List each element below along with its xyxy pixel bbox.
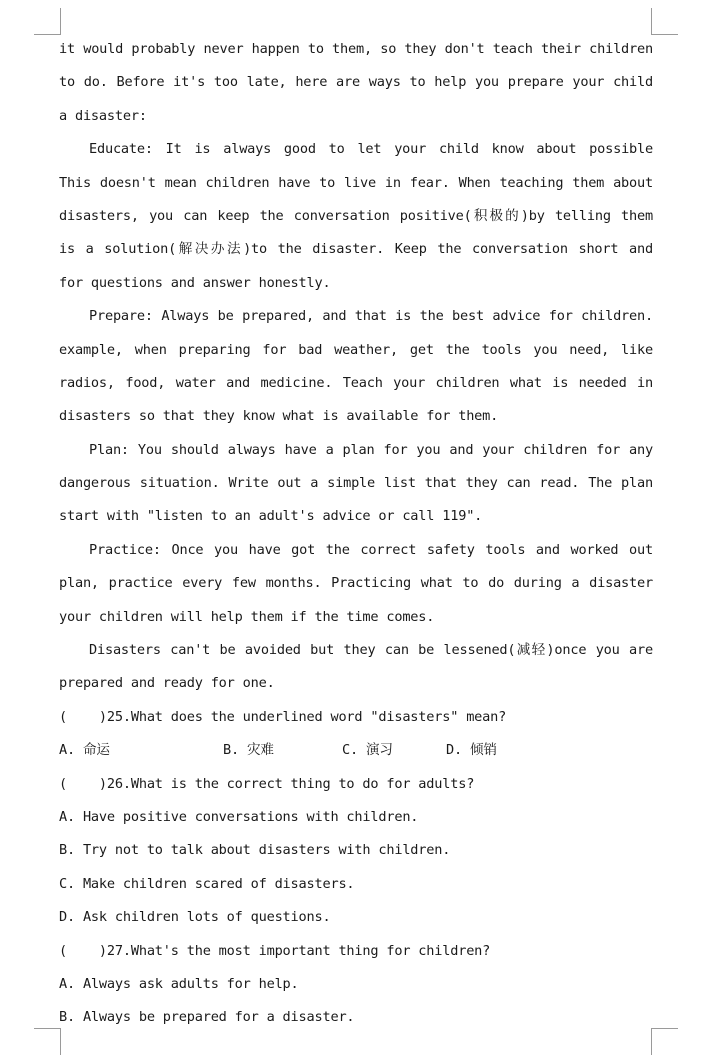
text-line: is a solution(解决办法)to the disaster. Keep the conversation short and	[59, 241, 653, 258]
text-line: Practice: Once you have got the correct safety tools and worked out	[89, 541, 653, 558]
option-a: A. 命运	[59, 742, 110, 759]
option-d: D. Ask children lots of questions.	[59, 909, 331, 926]
option-b: B. Always be prepared for a disaster.	[59, 1009, 355, 1026]
option-a: A. Have positive conversations with children.	[59, 808, 419, 825]
option-b: B. Try not to talk about disasters with children.	[59, 842, 451, 859]
closing-paragraph	[59, 634, 653, 701]
text-line: This doesn't mean children have to live in fear. When teaching them about	[59, 174, 653, 191]
question-26	[59, 768, 653, 935]
question-stem: ( )27.What's the most important thing for children?	[59, 942, 491, 959]
text-line: disasters so that they know what is available for them.	[59, 408, 499, 425]
text-line: prepared and ready for one.	[59, 675, 275, 692]
crop-mark-bottom-left	[34, 1028, 61, 1055]
text-line: Disasters can't be avoided but they can be lessened(减轻)once you are	[89, 642, 653, 659]
text-line: to do. Before it's too late, here are ways to help you prepare your child	[59, 74, 653, 91]
text-line: plan, practice every few months. Practicing what to do during a disaster	[59, 575, 653, 592]
text-line: dangerous situation. Write out a simple list that they can read. The plan	[59, 475, 653, 492]
text-line: your children will help them if the time comes.	[59, 608, 435, 625]
crop-mark-top-left	[34, 8, 61, 35]
text-line: a disaster:	[59, 107, 147, 124]
practice-paragraph	[59, 534, 653, 634]
text-line: Plan: You should always have a plan for you and your children for any	[89, 441, 653, 458]
option-d: D. 倾销	[446, 742, 497, 759]
crop-mark-bottom-right	[651, 1028, 678, 1055]
option-c: C. 演习	[342, 742, 393, 759]
text-line: start with "listen to an adult's advice or call 119".	[59, 508, 483, 525]
prepare-paragraph	[59, 300, 653, 434]
text-line: example, when preparing for bad weather, get the tools you need, like	[59, 341, 653, 358]
question-27	[59, 935, 653, 1035]
plan-paragraph	[59, 434, 653, 534]
option-a: A. Always ask adults for help.	[59, 975, 299, 992]
text-line: Educate: It is always good to let your child know about possible	[89, 141, 653, 158]
question-25	[59, 701, 653, 768]
question-stem: ( )26.What is the correct thing to do for adults?	[59, 775, 475, 792]
text-line: for questions and answer honestly.	[59, 274, 331, 291]
option-c: C. Make children scared of disasters.	[59, 875, 355, 892]
text-line: disasters, you can keep the conversation positive(积极的)by telling them	[59, 207, 653, 224]
option-b: B. 灾难	[223, 742, 274, 759]
document-body	[59, 33, 653, 1035]
text-line: it would probably never happen to them, so they don't teach their children	[59, 41, 653, 57]
text-line: radios, food, water and medicine. Teach your children what is needed in	[59, 374, 653, 391]
intro-paragraph	[59, 33, 653, 133]
text-line: Prepare: Always be prepared, and that is the best advice for children.	[89, 308, 653, 325]
educate-paragraph	[59, 133, 653, 300]
crop-mark-top-right	[651, 8, 678, 35]
question-stem: ( )25.What does the underlined word "disasters" mean?	[59, 708, 507, 725]
option-row	[59, 734, 653, 767]
